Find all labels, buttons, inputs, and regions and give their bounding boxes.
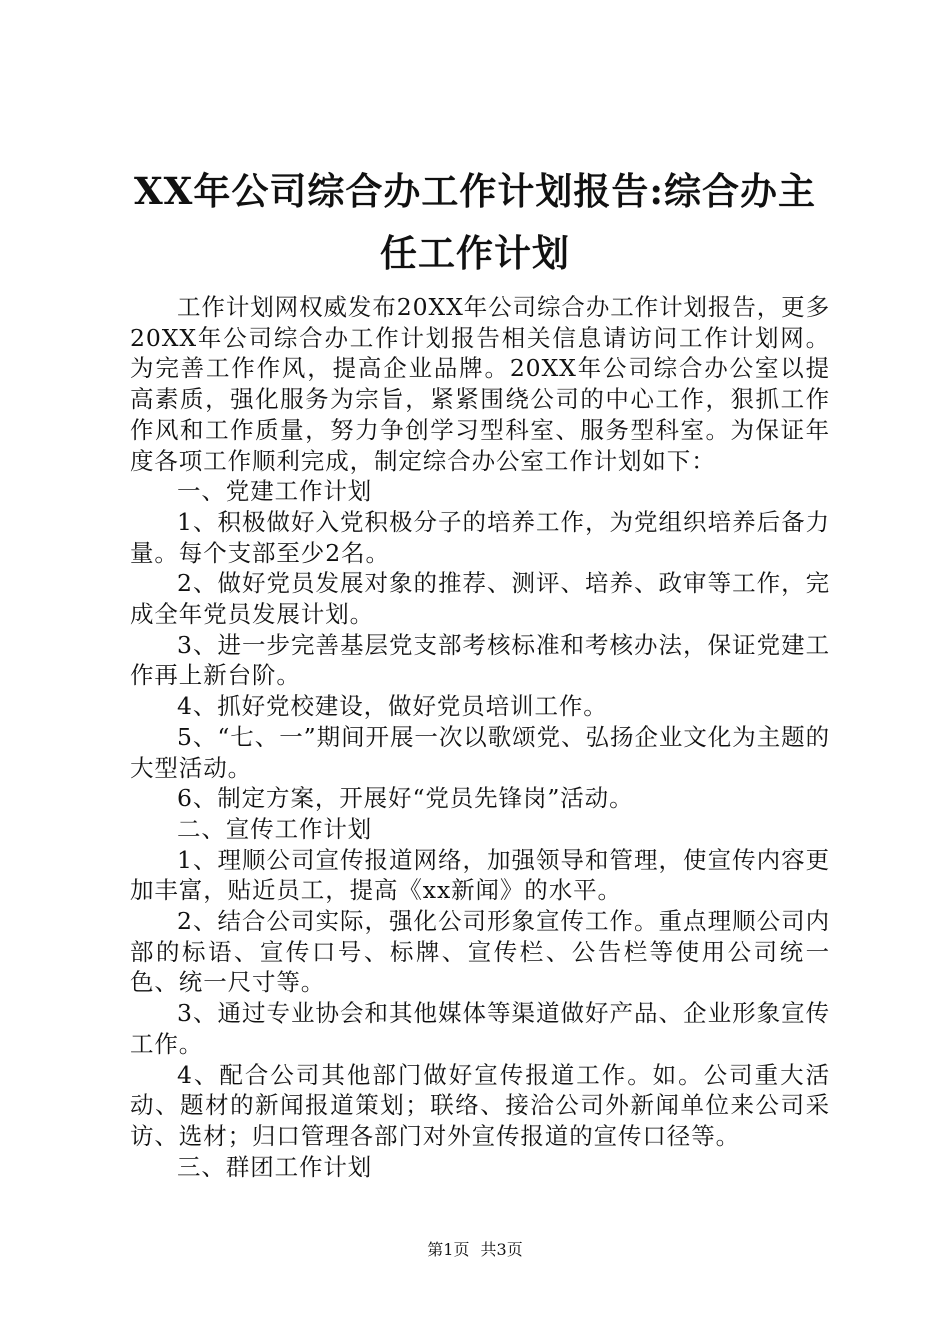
- document-title: XX年公司综合办工作计划报告:综合办主任工作计划: [133, 169, 817, 275]
- list-item: 2、结合公司实际，强化公司形象宣传工作。重点理顺公司内部的标语、宣传口号、标牌、宣传栏、公告栏等使用公司统一色、统一尺寸等。: [130, 907, 830, 997]
- page-number: 第1页: [427, 1240, 470, 1259]
- list-item: 4、配合公司其他部门做好宣传报道工作。如。公司重大活动、题材的新闻报道策划；联络、接洽公司外新闻单位来公司采访、选材；归口管理各部门对外宣传报道的宣传口径等。: [130, 1060, 830, 1150]
- list-item: 1、理顺公司宣传报道网络，加强领导和管理，使宣传内容更加丰富，贴近员工，提高《xx新闻》的水平。: [130, 845, 830, 905]
- section-heading: 三、群团工作计划: [177, 1152, 373, 1181]
- list-item: 5、“七、一”期间开展一次以歌颂党、弘扬企业文化为主题的大型活动。: [130, 722, 830, 782]
- page-total: 共3页: [480, 1240, 523, 1259]
- section-heading: 二、宣传工作计划: [177, 814, 373, 843]
- page-footer: [0, 1240, 950, 1260]
- section-heading: 一、党建工作计划: [177, 477, 373, 506]
- list-item: 2、做好党员发展对象的推荐、测评、培养、政审等工作，完成全年党员发展计划。: [130, 569, 830, 629]
- intro-paragraph: 工作计划网权威发布20XX年公司综合办工作计划报告，更多20XX年公司综合办工作计划报告相关信息请访问工作计划网。为完善工作作风，提高企业品牌。20XX年公司综合办公室以提高素质，强化服务为宗旨，紧紧围绕公司的中心工作，狠抓工作作风和工作质量，努力争创学习型科室、服务型科室。为保证年度各项工作顺利完成，制定综合办公室工作计划如下：: [130, 293, 830, 475]
- list-item: 4、抓好党校建设，做好党员培训工作。: [177, 692, 608, 721]
- list-item: 1、积极做好入党积极分子的培养工作，为党组织培养后备力量。每个支部至少2名。: [130, 507, 830, 567]
- list-item: 3、进一步完善基层党支部考核标准和考核办法，保证党建工作再上新台阶。: [130, 630, 830, 690]
- list-item: 6、制定方案，开展好“党员先锋岗”活动。: [177, 784, 634, 813]
- list-item: 3、通过专业协会和其他媒体等渠道做好产品、企业形象宣传工作。: [130, 999, 830, 1058]
- document-body: [130, 292, 830, 1182]
